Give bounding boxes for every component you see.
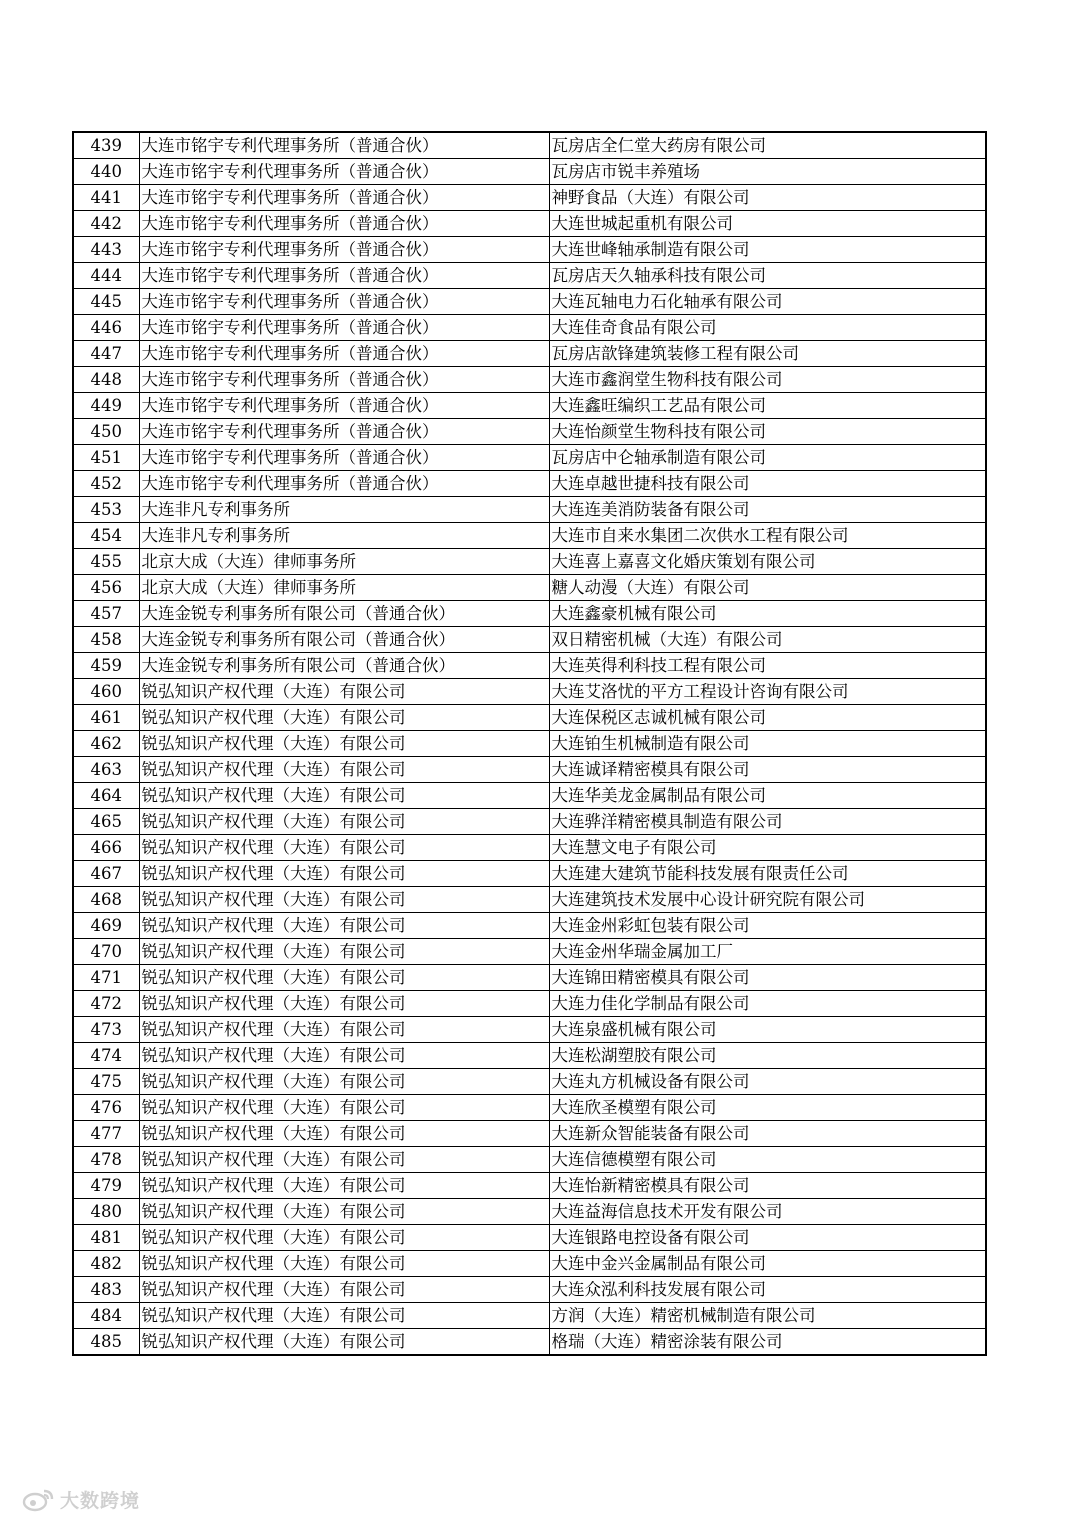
client-company: 大连中金兴金属制品有限公司 xyxy=(549,1251,986,1277)
row-number: 469 xyxy=(73,913,139,939)
client-company: 大连怡新精密模具有限公司 xyxy=(549,1173,986,1199)
client-company: 大连艾洛忧的平方工程设计咨询有限公司 xyxy=(549,679,986,705)
table-row xyxy=(73,523,986,549)
table-row xyxy=(73,653,986,679)
agency-name: 锐弘知识产权代理（大连）有限公司 xyxy=(139,939,549,965)
table-row xyxy=(73,757,986,783)
client-company: 大连金州彩虹包装有限公司 xyxy=(549,913,986,939)
table-row xyxy=(73,1303,986,1329)
agency-name: 锐弘知识产权代理（大连）有限公司 xyxy=(139,1251,549,1277)
table-row xyxy=(73,575,986,601)
client-company: 大连力佳化学制品有限公司 xyxy=(549,991,986,1017)
client-company: 糖人动漫（大连）有限公司 xyxy=(549,575,986,601)
client-company: 大连世城起重机有限公司 xyxy=(549,211,986,237)
table-row xyxy=(73,289,986,315)
client-company: 瓦房店中仑轴承制造有限公司 xyxy=(549,445,986,471)
table-row xyxy=(73,211,986,237)
table-row xyxy=(73,731,986,757)
table-row xyxy=(73,1095,986,1121)
row-number: 441 xyxy=(73,185,139,211)
table-row xyxy=(73,1017,986,1043)
agency-name: 大连市铭宇专利代理事务所（普通合伙） xyxy=(139,289,549,315)
table-row xyxy=(73,132,986,159)
table-row xyxy=(73,835,986,861)
row-number: 472 xyxy=(73,991,139,1017)
row-number: 456 xyxy=(73,575,139,601)
agency-name: 大连市铭宇专利代理事务所（普通合伙） xyxy=(139,237,549,263)
row-number: 466 xyxy=(73,835,139,861)
client-company: 大连华美龙金属制品有限公司 xyxy=(549,783,986,809)
agency-name: 锐弘知识产权代理（大连）有限公司 xyxy=(139,1017,549,1043)
row-number: 473 xyxy=(73,1017,139,1043)
table-row xyxy=(73,861,986,887)
agency-name: 大连市铭宇专利代理事务所（普通合伙） xyxy=(139,185,549,211)
agency-name: 锐弘知识产权代理（大连）有限公司 xyxy=(139,1199,549,1225)
agency-name: 锐弘知识产权代理（大连）有限公司 xyxy=(139,1043,549,1069)
row-number: 446 xyxy=(73,315,139,341)
agency-name: 大连市铭宇专利代理事务所（普通合伙） xyxy=(139,471,549,497)
table-row xyxy=(73,237,986,263)
agency-name: 锐弘知识产权代理（大连）有限公司 xyxy=(139,1147,549,1173)
client-company: 大连卓越世捷科技有限公司 xyxy=(549,471,986,497)
table-row xyxy=(73,471,986,497)
row-number: 481 xyxy=(73,1225,139,1251)
agency-name: 大连市铭宇专利代理事务所（普通合伙） xyxy=(139,159,549,185)
weibo-logo-icon xyxy=(22,1488,56,1512)
agency-name: 大连市铭宇专利代理事务所（普通合伙） xyxy=(139,419,549,445)
agency-name: 锐弘知识产权代理（大连）有限公司 xyxy=(139,1329,549,1356)
table-body xyxy=(73,132,986,1355)
client-company: 瓦房店全仁堂大药房有限公司 xyxy=(549,132,986,159)
table-row xyxy=(73,263,986,289)
table-row xyxy=(73,1121,986,1147)
client-company: 大连益海信息技术开发有限公司 xyxy=(549,1199,986,1225)
row-number: 444 xyxy=(73,263,139,289)
client-company: 大连铂生机械制造有限公司 xyxy=(549,731,986,757)
client-company: 大连欣圣模塑有限公司 xyxy=(549,1095,986,1121)
client-company: 瓦房店市锐丰养殖场 xyxy=(549,159,986,185)
row-number: 454 xyxy=(73,523,139,549)
agency-name: 锐弘知识产权代理（大连）有限公司 xyxy=(139,835,549,861)
table-row xyxy=(73,445,986,471)
row-number: 485 xyxy=(73,1329,139,1356)
agency-name: 大连市铭宇专利代理事务所（普通合伙） xyxy=(139,315,549,341)
agency-name: 锐弘知识产权代理（大连）有限公司 xyxy=(139,1173,549,1199)
row-number: 458 xyxy=(73,627,139,653)
table-row xyxy=(73,315,986,341)
table-row xyxy=(73,1043,986,1069)
agency-name: 锐弘知识产权代理（大连）有限公司 xyxy=(139,965,549,991)
client-company: 格瑞（大连）精密涂装有限公司 xyxy=(549,1329,986,1356)
client-company: 大连丸方机械设备有限公司 xyxy=(549,1069,986,1095)
table-row xyxy=(73,939,986,965)
client-company: 双日精密机械（大连）有限公司 xyxy=(549,627,986,653)
table-row xyxy=(73,1173,986,1199)
agency-name: 锐弘知识产权代理（大连）有限公司 xyxy=(139,1095,549,1121)
watermark-text: 大数跨境 xyxy=(60,1490,141,1512)
table-row xyxy=(73,159,986,185)
row-number: 470 xyxy=(73,939,139,965)
row-number: 450 xyxy=(73,419,139,445)
client-company: 神野食品（大连）有限公司 xyxy=(549,185,986,211)
row-number: 459 xyxy=(73,653,139,679)
row-number: 465 xyxy=(73,809,139,835)
table-row xyxy=(73,601,986,627)
agency-name: 大连市铭宇专利代理事务所（普通合伙） xyxy=(139,367,549,393)
row-number: 449 xyxy=(73,393,139,419)
table-row xyxy=(73,341,986,367)
agency-name: 锐弘知识产权代理（大连）有限公司 xyxy=(139,1121,549,1147)
row-number: 464 xyxy=(73,783,139,809)
client-company: 大连银路电控设备有限公司 xyxy=(549,1225,986,1251)
agency-name: 大连市铭宇专利代理事务所（普通合伙） xyxy=(139,263,549,289)
client-company: 大连连美消防装备有限公司 xyxy=(549,497,986,523)
table-row xyxy=(73,809,986,835)
row-number: 461 xyxy=(73,705,139,731)
row-number: 463 xyxy=(73,757,139,783)
agency-name: 锐弘知识产权代理（大连）有限公司 xyxy=(139,887,549,913)
client-company: 瓦房店歆锋建筑装修工程有限公司 xyxy=(549,341,986,367)
watermark xyxy=(22,1486,140,1513)
row-number: 451 xyxy=(73,445,139,471)
row-number: 474 xyxy=(73,1043,139,1069)
agency-name: 大连市铭宇专利代理事务所（普通合伙） xyxy=(139,341,549,367)
row-number: 445 xyxy=(73,289,139,315)
table-row xyxy=(73,1251,986,1277)
row-number: 475 xyxy=(73,1069,139,1095)
agency-name: 大连市铭宇专利代理事务所（普通合伙） xyxy=(139,445,549,471)
agency-name: 大连市铭宇专利代理事务所（普通合伙） xyxy=(139,393,549,419)
client-company: 大连锦田精密模具有限公司 xyxy=(549,965,986,991)
row-number: 460 xyxy=(73,679,139,705)
client-company: 大连建大建筑节能科技发展有限责任公司 xyxy=(549,861,986,887)
table-row xyxy=(73,497,986,523)
agency-name: 锐弘知识产权代理（大连）有限公司 xyxy=(139,757,549,783)
client-company: 瓦房店天久轴承科技有限公司 xyxy=(549,263,986,289)
row-number: 443 xyxy=(73,237,139,263)
client-company: 大连怡颜堂生物科技有限公司 xyxy=(549,419,986,445)
row-number: 467 xyxy=(73,861,139,887)
client-company: 大连佳奇食品有限公司 xyxy=(549,315,986,341)
row-number: 448 xyxy=(73,367,139,393)
row-number: 455 xyxy=(73,549,139,575)
table-row xyxy=(73,1329,986,1356)
row-number: 471 xyxy=(73,965,139,991)
agency-name: 锐弘知识产权代理（大连）有限公司 xyxy=(139,705,549,731)
client-company: 大连慧文电子有限公司 xyxy=(549,835,986,861)
client-company: 大连诚译精密模具有限公司 xyxy=(549,757,986,783)
agency-name: 锐弘知识产权代理（大连）有限公司 xyxy=(139,809,549,835)
table-row xyxy=(73,627,986,653)
client-company: 大连世峰轴承制造有限公司 xyxy=(549,237,986,263)
agency-name: 锐弘知识产权代理（大连）有限公司 xyxy=(139,1225,549,1251)
row-number: 480 xyxy=(73,1199,139,1225)
row-number: 440 xyxy=(73,159,139,185)
agency-name: 大连市铭宇专利代理事务所（普通合伙） xyxy=(139,211,549,237)
client-company: 大连英得利科技工程有限公司 xyxy=(549,653,986,679)
table-row xyxy=(73,419,986,445)
agency-name: 锐弘知识产权代理（大连）有限公司 xyxy=(139,679,549,705)
row-number: 483 xyxy=(73,1277,139,1303)
client-company: 方润（大连）精密机械制造有限公司 xyxy=(549,1303,986,1329)
row-number: 468 xyxy=(73,887,139,913)
client-company: 大连建筑技术发展中心设计研究院有限公司 xyxy=(549,887,986,913)
client-company: 大连鑫豪机械有限公司 xyxy=(549,601,986,627)
agency-name: 锐弘知识产权代理（大连）有限公司 xyxy=(139,783,549,809)
row-number: 476 xyxy=(73,1095,139,1121)
agency-name: 锐弘知识产权代理（大连）有限公司 xyxy=(139,731,549,757)
agency-name: 北京大成（大连）律师事务所 xyxy=(139,575,549,601)
client-company: 大连泉盛机械有限公司 xyxy=(549,1017,986,1043)
row-number: 452 xyxy=(73,471,139,497)
client-company: 大连新众智能装备有限公司 xyxy=(549,1121,986,1147)
table-row xyxy=(73,705,986,731)
table-row xyxy=(73,393,986,419)
table-row xyxy=(73,679,986,705)
agency-name: 北京大成（大连）律师事务所 xyxy=(139,549,549,575)
table-row xyxy=(73,1277,986,1303)
client-company: 大连保税区志诚机械有限公司 xyxy=(549,705,986,731)
table-row xyxy=(73,185,986,211)
table-row xyxy=(73,991,986,1017)
row-number: 457 xyxy=(73,601,139,627)
agency-name: 大连非凡专利事务所 xyxy=(139,497,549,523)
agency-name: 锐弘知识产权代理（大连）有限公司 xyxy=(139,861,549,887)
client-company: 大连骅洋精密模具制造有限公司 xyxy=(549,809,986,835)
agency-client-table xyxy=(72,131,987,1356)
agency-name: 大连非凡专利事务所 xyxy=(139,523,549,549)
client-company: 大连松湖塑胶有限公司 xyxy=(549,1043,986,1069)
agency-name: 大连金锐专利事务所有限公司（普通合伙） xyxy=(139,627,549,653)
client-company: 大连金州华瑞金属加工厂 xyxy=(549,939,986,965)
row-number: 484 xyxy=(73,1303,139,1329)
agency-name: 锐弘知识产权代理（大连）有限公司 xyxy=(139,1303,549,1329)
table-row xyxy=(73,965,986,991)
agency-name: 锐弘知识产权代理（大连）有限公司 xyxy=(139,913,549,939)
client-company: 大连鑫旺编织工艺品有限公司 xyxy=(549,393,986,419)
row-number: 462 xyxy=(73,731,139,757)
table-row xyxy=(73,887,986,913)
client-company: 大连信德模塑有限公司 xyxy=(549,1147,986,1173)
agency-name: 锐弘知识产权代理（大连）有限公司 xyxy=(139,1069,549,1095)
table-row xyxy=(73,1225,986,1251)
client-company: 大连喜上嘉喜文化婚庆策划有限公司 xyxy=(549,549,986,575)
table-row xyxy=(73,1069,986,1095)
table-row xyxy=(73,549,986,575)
agency-name: 锐弘知识产权代理（大连）有限公司 xyxy=(139,1277,549,1303)
agency-name: 大连金锐专利事务所有限公司（普通合伙） xyxy=(139,653,549,679)
agency-name: 大连市铭宇专利代理事务所（普通合伙） xyxy=(139,132,549,159)
client-company: 大连市自来水集团二次供水工程有限公司 xyxy=(549,523,986,549)
row-number: 453 xyxy=(73,497,139,523)
row-number: 482 xyxy=(73,1251,139,1277)
table-row xyxy=(73,1199,986,1225)
row-number: 442 xyxy=(73,211,139,237)
client-company: 大连众泓利科技发展有限公司 xyxy=(549,1277,986,1303)
row-number: 478 xyxy=(73,1147,139,1173)
client-company: 大连市鑫润堂生物科技有限公司 xyxy=(549,367,986,393)
table-row xyxy=(73,367,986,393)
row-number: 477 xyxy=(73,1121,139,1147)
table-row xyxy=(73,913,986,939)
agency-name: 大连金锐专利事务所有限公司（普通合伙） xyxy=(139,601,549,627)
row-number: 447 xyxy=(73,341,139,367)
table-row xyxy=(73,783,986,809)
table-row xyxy=(73,1147,986,1173)
row-number: 479 xyxy=(73,1173,139,1199)
agency-name: 锐弘知识产权代理（大连）有限公司 xyxy=(139,991,549,1017)
client-company: 大连瓦轴电力石化轴承有限公司 xyxy=(549,289,986,315)
row-number: 439 xyxy=(73,132,139,159)
